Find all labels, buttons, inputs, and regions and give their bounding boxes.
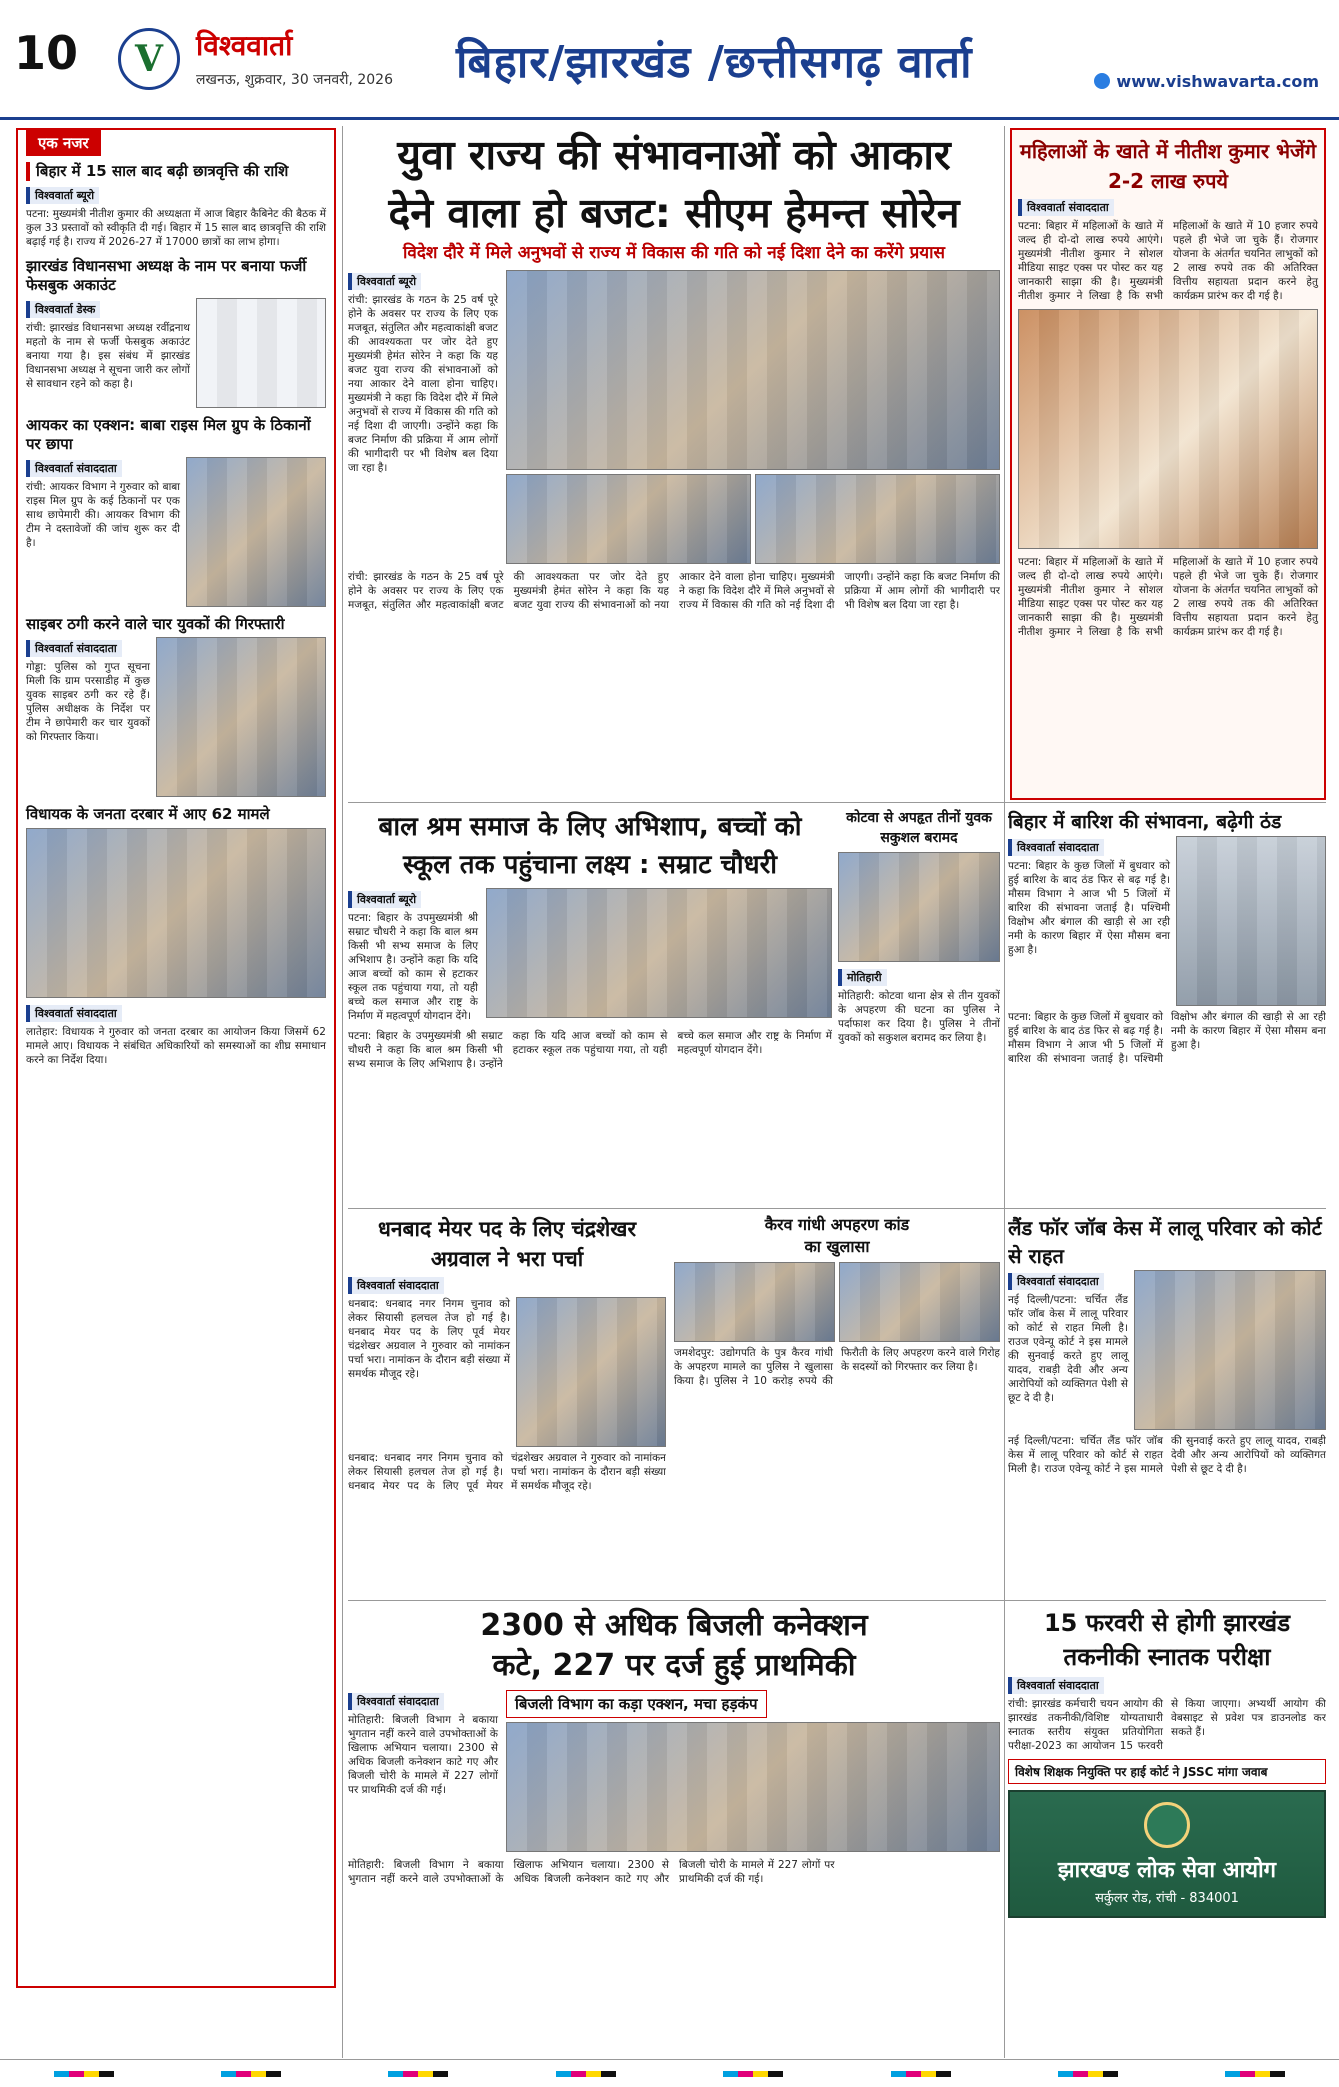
jpsc-banner-address: सर्कुलर रोड, रांची - 834001	[1095, 1891, 1239, 1906]
lead-photo-small	[506, 474, 751, 564]
jssc-headline-line1: 15 फरवरी से होगी झारखंड	[1043, 1609, 1291, 1637]
kidnap-text: मोतिहारी: कोटवा थाना क्षेत्र से तीन युवकों के अपहरण की घटना का पुलिस ने पर्दाफाश कर दिया है। पुलिस ने तीनों युवकों को सकुशल बरामद कर लिया है।	[838, 990, 1000, 1044]
lead-text-continued: रांची: झारखंड के गठन के 25 वर्ष पूरे होने के अवसर पर राज्य के लिए एक मजबूत, संतुलित और महत्वाकांक्षी बजट की आवश्यकता पर जोर देते हुए मुख्यमंत्री हेमंत सोरेन ने कहा कि यह बजट युवा राज्य की संभावनाओं को नया आकार देने वाला होना चाहिए। मुख्यमंत्री ने कहा कि विदेश दौरे में मिले अनुभवों से राज्य में विकास की गति को नई दिशा दी जाएगी। उन्होंने कहा कि बजट निर्माण की प्रक्रिया में आम लोगों की भागीदारी पर भी विशेष बल दिया जा रहा है।	[348, 571, 1000, 611]
mayor-headline-line2: अग्रवाल ने भरा पर्चा	[430, 1247, 584, 1271]
kairav-text: जमशेदपुर: उद्योगपति के पुत्र कैरव गांधी के अपहरण मामले का पुलिस ने खुलासा किया है। पुलिस ने 10 करोड़ रुपये की फिरौती के लिए अपहरण करने वाले गिरोह के सदस्यों को गिरफ्तार कर लिया है।	[674, 1347, 1000, 1387]
kairav-headline-line2: का खुलासा	[804, 1237, 870, 1256]
brief-headline: बिहार में 15 साल बाद बढ़ी छात्रवृत्ति की राशि	[26, 162, 326, 181]
brief-byline: विश्ववार्ता ब्यूरो	[26, 187, 99, 204]
jssc-inset-headline: विशेष शिक्षक नियुक्ति पर हाई कोर्ट ने JSSC मांगा जवाब	[1008, 1759, 1326, 1784]
kidnap-headline: कोटवा से अपहृत तीनों युवक सकुशल बरामद	[846, 810, 992, 846]
land-for-job-text-continued: नई दिल्ली/पटना: चर्चित लैंड फॉर जॉब केस में लालू परिवार को कोर्ट से राहत मिली है। राउज एवेन्यू कोर्ट ने इस मामले की सुनवाई करते हुए लालू यादव, राबड़ी देवी और अन्य आरोपियों को व्यक्तिगत पेशी से छूट दे दी है।	[1008, 1435, 1326, 1475]
electricity-byline: विश्ववार्ता संवाददाता	[348, 1693, 444, 1710]
brief-headline: विधायक के जनता दरबार में आए 62 मामले	[26, 805, 270, 823]
jpsc-banner-title: झारखण्ड लोक सेवा आयोग	[1057, 1858, 1277, 1883]
child-labour-headline-line1: बाल श्रम समाज के लिए अभिशाप, बच्चों को	[378, 812, 802, 842]
accused-photo	[674, 1262, 835, 1342]
nitish-headline: महिलाओं के खाते में नीतीश कुमार भेजेंगे 2-2 लाख रुपये	[1019, 139, 1317, 193]
lalu-family-photo	[1134, 1270, 1326, 1430]
electricity-story	[348, 1606, 1000, 2054]
jpsc-banner	[1008, 1790, 1326, 1918]
brief-item	[26, 416, 326, 607]
jssc-story	[1008, 1606, 1326, 2054]
brand-name: विश्ववार्ता	[196, 29, 293, 62]
child-labour-text-continued: पटना: बिहार के उपमुख्यमंत्री श्री सम्राट चौधरी ने कहा कि बाल श्रम किसी भी सभ्य समाज के लिए अभिशाप है। उन्होंने कहा कि यदि आज बच्चों को काम से हटाकर स्कूल तक पहुंचाया गया, तो यही बच्चे कल समाज और राष्ट्र के निर्माण में महत्वपूर्ण योगदान देंगे।	[348, 1030, 832, 1070]
mayor-story	[348, 1214, 666, 1594]
weather-headline: बिहार में बारिश की संभावना, बढ़ेगी ठंड	[1008, 811, 1282, 833]
color-bar	[221, 2071, 281, 2077]
brief-headline: साइबर ठगी करने वाले चार युवकों की गिरफ्तारी	[26, 615, 285, 633]
land-for-job-text: नई दिल्ली/पटना: चर्चित लैंड फॉर जॉब केस में लालू परिवार को कोर्ट से राहत मिली है। राउज एवेन्यू कोर्ट ने इस मामले की सुनवाई करते हुए लालू यादव, राबड़ी देवी और अन्य आरोपियों को व्यक्तिगत पेशी से छूट दे दी है।	[1008, 1294, 1128, 1404]
brief-byline: विश्ववार्ता संवाददाता	[26, 460, 122, 477]
ek-nazar-column	[16, 128, 336, 1988]
kairav-headline-line1: कैरव गांधी अपहरण कांड	[764, 1215, 910, 1234]
land-for-job-byline: विश्ववार्ता संवाददाता	[1008, 1273, 1104, 1290]
color-bar	[1225, 2071, 1285, 2077]
land-for-job-headline: लैंड फॉर जॉब केस में लालू परिवार को कोर्ट से राहत	[1008, 1216, 1322, 1268]
nitish-text: पटना: बिहार में महिलाओं के खाते में जल्द ही दो-दो लाख रुपये आएंगे। मुख्यमंत्री नीतीश कुमार ने सोशल मीडिया साइट एक्स पर पोस्ट कर यह जानकारी साझा की है। मुख्यमंत्री नीतीश कुमार ने लिखा है कि सभी महिलाओं के खाते में 10 हजार रुपये पहले ही भेजे जा चुके हैं। रोजगार योजना के अंतर्गत चयनित लाभुकों को 2 लाख रुपये तक की अतिरिक्त वित्तीय सहायता प्रदान करने हेतु कार्यक्रम प्रारंभ कर दी गई है।	[1018, 220, 1318, 302]
color-bar	[54, 2071, 114, 2077]
raid-photo	[186, 457, 326, 607]
section-divider	[348, 1208, 1326, 1209]
section-divider	[348, 802, 1326, 803]
child-labour-photo	[486, 888, 832, 1018]
section-title: बिहार/झारखंड /छत्तीसगढ़ वार्ता	[456, 37, 973, 88]
page-number: 10	[14, 26, 79, 80]
jssc-text: रांची: झारखंड कर्मचारी चयन आयोग की झारखंड तकनीकी/विशिष्ट योग्यताधारी स्नातक स्तरीय संयुक्त प्रतियोगिता परीक्षा-2023 का आयोजन 15 फरवरी से किया जाएगा। अभ्यर्थी आयोग की वेबसाइट से प्रवेश पत्र डाउनलोड कर सकते हैं।	[1008, 1698, 1326, 1752]
brief-item	[26, 805, 326, 1067]
brief-byline: विश्ववार्ता संवाददाता	[26, 1005, 122, 1022]
child-labour-text: पटना: बिहार के उपमुख्यमंत्री श्री सम्राट चौधरी ने कहा कि बाल श्रम किसी भी सभ्य समाज के लिए अभिशाप है। उन्होंने कहा कि यदि आज बच्चों को काम से हटाकर स्कूल तक पहुंचाया गया, तो यही बच्चे कल समाज और राष्ट्र के निर्माण में महत्वपूर्ण योगदान देंगे।	[348, 912, 478, 1022]
brief-text: गोड्डा: पुलिस को गुप्त सूचना मिली कि ग्राम परसाडीह में कुछ युवक साइबर ठगी कर रहे हैं। पुलिस अधीक्षक के निर्देश पर टीम ने छापेमारी कर चार युवकों को गिरफ्तार किया।	[26, 661, 150, 743]
brief-item	[26, 162, 326, 249]
child-labour-byline: विश्ववार्ता ब्यूरो	[348, 891, 421, 908]
electricity-headline-line2: कटे, 227 पर दर्ज हुई प्राथमिकी	[492, 1648, 856, 1683]
color-bar	[723, 2071, 783, 2077]
nitish-byline: विश्ववार्ता संवाददाता	[1018, 199, 1114, 216]
mayor-byline: विश्ववार्ता संवाददाता	[348, 1277, 444, 1294]
kidnap-story	[838, 808, 1000, 1202]
electricity-inset-headline: बिजली विभाग का कड़ा एक्शन, मचा हड़कंप	[506, 1690, 767, 1718]
brief-text: पटना: मुख्यमंत्री नीतीश कुमार की अध्यक्षता में आज बिहार कैबिनेट की बैठक में कुल 33 प्रस्तावों को स्वीकृति दी गई। बिहार में 15 साल बाद छात्रवृत्ति की राशि बढ़ाई गई है। राज्य में 2026-27 में 17000 छात्रों का लाभ होगा।	[26, 208, 326, 248]
lead-photo-small	[755, 474, 1000, 564]
brief-text: लातेहार: विधायक ने गुरुवार को जनता दरबार का आयोजन किया जिसमें 62 मामले आए। विधायक ने संबंधित अधिकारियों को समस्याओं का शीघ्र समाधान करने का निर्देश दिया।	[26, 1026, 326, 1066]
weather-byline: विश्ववार्ता संवाददाता	[1008, 839, 1104, 856]
mayor-text: धनबाद: धनबाद नगर निगम चुनाव को लेकर सियासी हलचल तेज हो गई है। धनबाद मेयर पद के लिए पूर्व मेयर चंद्रशेखर अग्रवाल ने गुरुवार को नामांकन पर्चा भरा। नामांकन के दौरान बड़ी संख्या में समर्थक मौजूद रहे।	[348, 1298, 510, 1380]
nitish-story	[1010, 128, 1326, 800]
brand-logo: V	[118, 28, 180, 90]
lead-text: रांची: झारखंड के गठन के 25 वर्ष पूरे होने के अवसर पर राज्य के लिए एक मजबूत, संतुलित और महत्वाकांक्षी बजट की आवश्यकता पर जोर देते हुए मुख्यमंत्री हेमंत सोरेन ने कहा कि यह बजट युवा राज्य की संभावनाओं को नया आकार देने वाला होना चाहिए। मुख्यमंत्री ने कहा कि विदेश दौरे में मिले अनुभवों से राज्य में विकास की गति को नई दिशा दी जाएगी। उन्होंने कहा कि बजट निर्माण की प्रक्रिया में आम लोगों की भागीदारी पर भी विशेष बल दिया जा रहा है।	[348, 294, 498, 474]
fog-photo	[1176, 836, 1326, 1006]
state-emblem-icon	[1144, 1802, 1190, 1848]
brief-headline: आयकर का एक्शन: बाबा राइस मिल ग्रुप के ठिकानों पर छापा	[26, 416, 311, 453]
lead-headline-line1: युवा राज्य की संभावनाओं को आकार	[397, 131, 951, 179]
accused-photo	[839, 1262, 1000, 1342]
mayor-headline-line1: धनबाद मेयर पद के लिए चंद्रशेखर	[377, 1217, 637, 1241]
kidnap-photo	[838, 852, 1000, 962]
nitish-text-continued: पटना: बिहार में महिलाओं के खाते में जल्द ही दो-दो लाख रुपये आएंगे। मुख्यमंत्री नीतीश कुमार ने सोशल मीडिया साइट एक्स पर पोस्ट कर यह जानकारी साझा की है। मुख्यमंत्री नीतीश कुमार ने लिखा है कि सभी महिलाओं के खाते में 10 हजार रुपये पहले ही भेजे जा चुके हैं। रोजगार योजना के अंतर्गत चयनित लाभुकों को 2 लाख रुपये तक की अतिरिक्त वित्तीय सहायता प्रदान करने हेतु कार्यक्रम प्रारंभ कर दी गई है।	[1018, 556, 1318, 638]
masthead	[0, 0, 1339, 120]
ek-nazar-tag: एक नजर	[26, 130, 101, 156]
arrest-photo	[156, 637, 326, 797]
brief-headline: झारखंड विधानसभा अध्यक्ष के नाम पर बनाया फर्जी फेसबुक अकाउंट	[26, 257, 307, 294]
brief-item	[26, 615, 326, 797]
electricity-photo	[506, 1722, 1000, 1852]
child-labour-headline-line2: स्कूल तक पहुंचाना लक्ष्य : सम्राट चौधरी	[402, 850, 778, 880]
land-for-job-story	[1008, 1214, 1326, 1594]
electricity-text: मोतिहारी: बिजली विभाग ने बकाया भुगतान नहीं करने वाले उपभोक्ताओं के खिलाफ अभियान चलाया। 2300 से अधिक बिजली कनेक्शन काटे गए और बिजली चोरी के मामले में 227 लोगों पर प्राथमिकी दर्ज की गई।	[348, 1714, 498, 1796]
color-bar	[891, 2071, 951, 2077]
mayor-photo	[516, 1297, 666, 1447]
dateline: लखनऊ, शुक्रवार, 30 जनवरी, 2026	[196, 72, 394, 88]
color-bar	[556, 2071, 616, 2077]
lead-subheadline: विदेश दौरे में मिले अनुभवों से राज्य में विकास की गति को नई दिशा देने का करेंगे प्रयास	[402, 243, 946, 263]
mayor-text-continued: धनबाद: धनबाद नगर निगम चुनाव को लेकर सियासी हलचल तेज हो गई है। धनबाद मेयर पद के लिए पूर्व मेयर चंद्रशेखर अग्रवाल ने गुरुवार को नामांकन पर्चा भरा। नामांकन के दौरान बड़ी संख्या में समर्थक मौजूद रहे।	[348, 1452, 666, 1492]
weather-story	[1008, 808, 1326, 1202]
lead-story	[348, 126, 1000, 794]
column-rule	[342, 126, 343, 2058]
weather-text-continued: पटना: बिहार के कुछ जिलों में बुधवार को हुई बारिश के बाद ठंड फिर से बढ़ गई है। मौसम विभाग ने आज भी 5 जिलों में बारिश की संभावना जताई है। पश्चिमी विक्षोभ और बंगाल की खाड़ी से आ रही नमी के कारण बिहार में ऐसा मौसम बना हुआ है।	[1008, 1011, 1326, 1065]
kairav-story	[674, 1214, 1000, 1594]
column-rule	[1004, 126, 1005, 2058]
color-bar	[1058, 2071, 1118, 2077]
lead-byline: विश्ववार्ता ब्यूरो	[348, 273, 421, 290]
electricity-text-continued: मोतिहारी: बिजली विभाग ने बकाया भुगतान नहीं करने वाले उपभोक्ताओं के खिलाफ अभियान चलाया। 2300 से अधिक बिजली कनेक्शन काटे गए और बिजली चोरी के मामले में 227 लोगों पर प्राथमिकी दर्ज की गई।	[348, 1859, 835, 1885]
brief-byline: विश्ववार्ता डेस्क	[26, 301, 100, 318]
facebook-screenshot-photo	[196, 298, 326, 408]
section-divider	[348, 1600, 1326, 1601]
lead-photo-main	[506, 270, 1000, 470]
color-bar	[388, 2071, 448, 2077]
janta-darbar-photo	[26, 828, 326, 998]
lead-headline-line2: देने वाला हो बजट: सीएम हेमन्त सोरेन	[388, 189, 960, 237]
brief-text: रांची: आयकर विभाग ने गुरुवार को बाबा राइस मिल ग्रुप के कई ठिकानों पर एक साथ छापेमारी की। आयकर विभाग की टीम ने दस्तावेजों की जांच शुरू कर दी है।	[26, 481, 180, 549]
jssc-headline-line2: तकनीकी स्नातक परीक्षा	[1063, 1643, 1271, 1671]
child-labour-story	[348, 808, 832, 1202]
brief-byline: विश्ववार्ता संवाददाता	[26, 640, 122, 657]
brief-item	[26, 257, 326, 408]
website-link[interactable]: www.vishwavarta.com	[1094, 72, 1319, 91]
electricity-headline-line1: 2300 से अधिक बिजली कनेक्शन	[480, 1608, 868, 1643]
kidnap-byline: मोतिहारी	[838, 969, 887, 986]
weather-text: पटना: बिहार के कुछ जिलों में बुधवार को हुई बारिश के बाद ठंड फिर से बढ़ गई है। मौसम विभाग ने आज भी 5 जिलों में बारिश की संभावना जताई है। पश्चिमी विक्षोभ और बंगाल की खाड़ी से आ रही नमी के कारण बिहार में ऐसा मौसम बना हुआ है।	[1008, 860, 1170, 956]
nitish-photo	[1018, 309, 1318, 549]
jssc-byline: विश्ववार्ता संवाददाता	[1008, 1677, 1104, 1694]
registration-strip	[0, 2059, 1339, 2087]
brief-text: रांची: झारखंड विधानसभा अध्यक्ष रवींद्रनाथ महतो के नाम से फर्जी फेसबुक अकाउंट बनाया गया है। इस संबंध में झारखंड विधानसभा अध्यक्ष ने सूचना जारी कर लोगों से सावधान रहने को कहा है।	[26, 322, 190, 390]
globe-icon	[1094, 73, 1110, 89]
